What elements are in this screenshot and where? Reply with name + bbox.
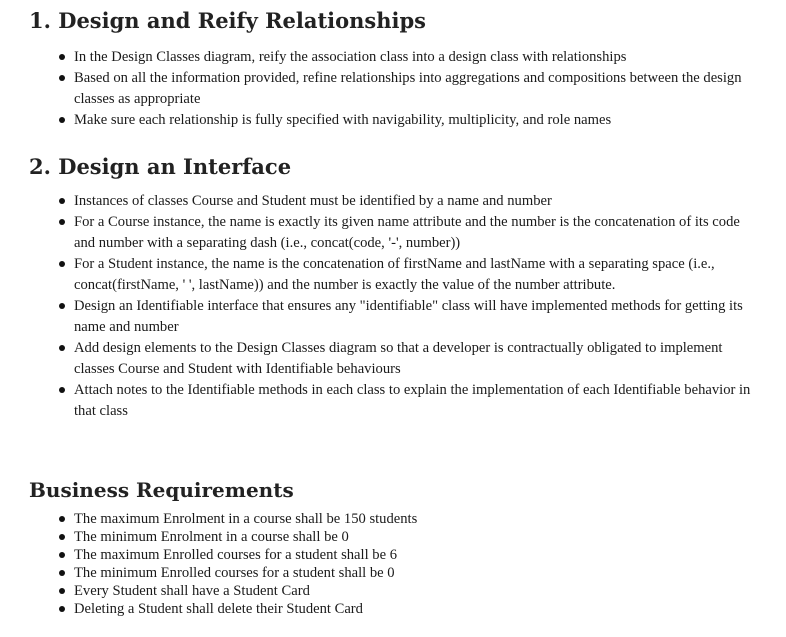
section-heading-design-interface: 2. Design an Interface bbox=[29, 154, 292, 179]
list-item: Instances of classes Course and Student must be identified by a name and number bbox=[74, 191, 764, 212]
list-item: Attach notes to the Identifiable methods in each class to explain the implementation of each Identifiable behavior in that class bbox=[74, 380, 764, 422]
section-heading-design-relationships: 1. Design and Reify Relationships bbox=[29, 8, 427, 33]
bullet-list-business-requirements bbox=[74, 510, 754, 618]
list-item: The maximum Enrolled courses for a student shall be 6 bbox=[74, 546, 754, 564]
section-heading-business-requirements: Business Requirements bbox=[29, 478, 294, 502]
bullet-list-design-relationships bbox=[74, 47, 754, 131]
list-item: In the Design Classes diagram, reify the association class into a design class with relationships bbox=[74, 47, 754, 68]
list-item: For a Course instance, the name is exactly its given name attribute and the number is the concatenation of its code and number with a separating dash (i.e., concat(code, '-', number)) bbox=[74, 212, 764, 254]
list-item: Design an Identifiable interface that ensures any "identifiable" class will have implemented methods for getting its name and number bbox=[74, 296, 764, 338]
list-item: Based on all the information provided, refine relationships into aggregations and compositions between the design classes as appropriate bbox=[74, 68, 754, 110]
list-item: For a Student instance, the name is the concatenation of firstName and lastName with a separating space (i.e., concat(firstName, ' ', lastName)) and the number is exactly the value of the number attribute. bbox=[74, 254, 764, 296]
list-item: Add design elements to the Design Classes diagram so that a developer is contractually obligated to implement classes Course and Student with Identifiable behaviours bbox=[74, 338, 764, 380]
list-item: The maximum Enrolment in a course shall be 150 students bbox=[74, 510, 754, 528]
list-item: The minimum Enrolled courses for a student shall be 0 bbox=[74, 564, 754, 582]
bullet-list-design-interface bbox=[74, 191, 764, 422]
list-item: Make sure each relationship is fully specified with navigability, multiplicity, and role names bbox=[74, 110, 754, 131]
list-item: Every Student shall have a Student Card bbox=[74, 582, 754, 600]
list-item: The minimum Enrolment in a course shall be 0 bbox=[74, 528, 754, 546]
list-item: Deleting a Student shall delete their Student Card bbox=[74, 600, 754, 618]
